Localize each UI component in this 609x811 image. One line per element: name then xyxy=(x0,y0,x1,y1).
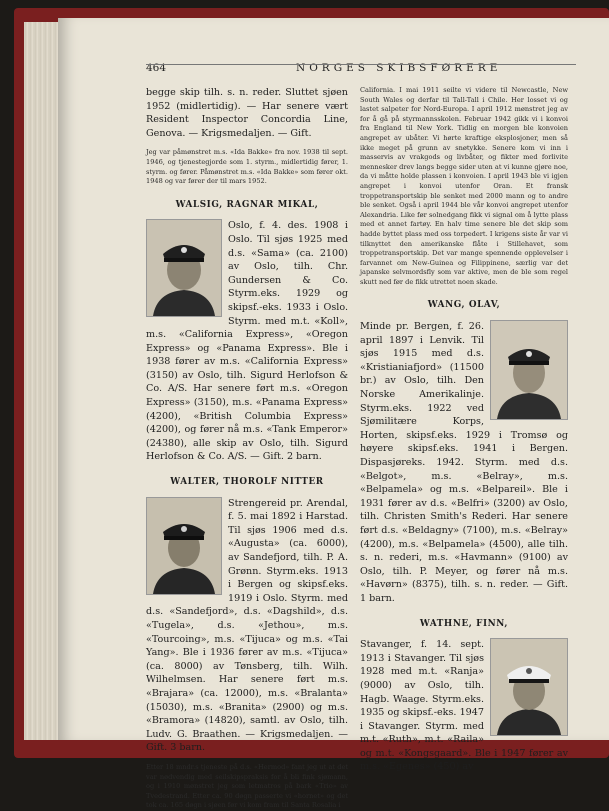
running-title: NORGES SKIBSFØRERE xyxy=(296,62,502,74)
bio-text-wang: Minde pr. Bergen, f. 26. april 1897 i Lenvik. Til sjøs 1915 med d.s. «Kristianiafjord» (11500 br.) av Oslo, tilh. Den Norske Amerikalinje. Styrm.eks. 1922 ved Sjømilitære Korps, Horten, skipsf.eks. 1929 i Tromsø og høyere skipsf.eks. 1941 i Bergen. Dispasjøreks. 1942. Styrm. med d.s. «Belgot», m.s. «Belray», m.s. «Belpamela» og m.s. «Belpareil». Ble i 1931 fører av d.s. «Belfri» (3200) av Oslo, tilh. Christen Smith's Rederi. Har senere ført d.s. «Beldagny» (7100), m.s. «Belray» (4200), m.s. «Belpamela» (4500), alle tilh. s. n. rederi, m.s. «Havmann» (9100) av Oslo, tilh. P. Meyer, og fører nå m.s. «Havørn» (8375), tilh. s. n. reder. — Gift. 1 barn. xyxy=(360,321,568,604)
bio-name-walter: WALTER, THOROLF NITTER xyxy=(170,477,324,488)
portrait-wathne xyxy=(490,638,568,736)
portrait-wang xyxy=(490,320,568,420)
bio-name-wang: WANG, OLAV, xyxy=(427,300,501,311)
right-note: California. I mai 1911 seilte vi videre til Newcastle, New South Wales og derfar til Tall-Tall i Chile. Her losset vi og lastet salpeter for Nord-Europa. I april 1912 mønstret jeg av for å gå på styrmannsskolen. Februar 1942 gikk vi i konvoi fra England til New York. Tidlig en morgen ble konvoien angrepet av ubåter. Vi hørte kraftige eksplosjoner, men så ikke meget på grunn av snøtykke. Senere kom vi inn i masservis av vrakgods og livbåter, og fikter med forlivite mennesker drev langs begge sider uten at vi kunne gjøre noe, da vi måtte holde plassen i konvoien. I april 1943 ble vi igjen angrepet i konvoi utenfor Oran. Et fransk troppetransportskip ble senket med 2000 mann og to andre ble senket. Også i april 1944 ble vår konvoi angrepet utenfor Alexandria. Like før solnedgang fikk vi signal om å lytte plass med et annet fartøy. En halv time senere ble det skip som hadde byttet plass med oss torpedert. I krigens siste år var vi tilknyttet den amerikanske flåte i Stillehavet, som troppetransportskip. Det var mange spennende opplevelser i farvannet om New-Guinea og Filippinene, særlig var det japanske selvmordsfly som var aktive, men de ble som regel skutt ned før de fikk utrettet noen skade. xyxy=(360,86,568,286)
bio-name-walsig: WALSIG, RAGNAR MIKAL, xyxy=(175,199,319,210)
bio-text-walsig: Oslo, f. 4. des. 1908 i Oslo. Til sjøs 1925 med d.s. «Sama» (ca. 2100) av Oslo, tilh. Chr. Gundersen & Co. Styrm.eks. 1929 og skipsf.-eks. 1933 i Oslo. Styrm. med m.t. «Koll», m.s. «California Express», «Oregon Express» og «Panama Express». Ble i 1938 fører av m.s. «California Express» (3150) av Oslo, tilh. Sigurd Herlofson & Co. A/S. Har senere ført m.s. «Oregon Express» (3150), m.s. «Panama Express» (4200), «British Columbia Express» (4200), og fører nå m.s. «Tank Emperor» (24380), alle skip av Oslo, tilh. Sigurd Herlofson & Co. A/S. — Gift. 2 barn. xyxy=(146,220,348,463)
bio-note-walter: Etter 18 mndr.s tjeneste på d.s. «Hermod» fant jeg ut at det var nødvendig med seilskipspraksis for å bli fink sjømann, og i 1910 mønstret jeg som letmatros på bark «Trio» av Tvedestrand. Etter ca. 90 døgn passerte vi «hornet» og det tok ca. 165 døgn i sjøen før vi kom fram til Santa Rosalia i xyxy=(146,762,348,810)
intro-note: Jeg var påmønstret m.s. «Ida Bakke» fra nov. 1938 til sept. 1946, og tjenestegjorde som 1. styrm., midlertidig fører, 1. styrm. og fører. Påmønstret m.s. «Ida Bakke» som fører okt. 1948 og var fører der til mars 1952. xyxy=(146,148,348,186)
right-column xyxy=(360,86,568,774)
portrait-walter xyxy=(146,497,222,595)
left-column xyxy=(146,86,348,811)
bio-text-walter: Strengereid pr. Arendal, f. 5. mai 1892 i Harstad. Til sjøs 1906 med d.s. «Augusta» (ca. 6000), av Sandefjord, tilh. P. A. Grønn. Styrm.eks. 1913 i Bergen og skipsf.eks. 1919 i Oslo. Styrm. med d.s. «Sandefjord», d.s. «Dagshild», d.s. «Tugela», d.s. «Jethou», m.s. «Tourcoing», m.s. «Tijuca» og m.s. «Tai Yang». Ble i 1936 fører av m.s. «Tijuca» (ca. 8000) av Tønsberg, tilh. Wilh. Wilhelmsen. Har senere ført m.s. «Brajara» (ca. 12000), m.s. «Bralanta» (15030), m.s. «Branita» (2900) og m.s. «Bramora» (14820), samtl. av Oslo, tilh. Ludv. G. Braathen. — Krigsmedaljen. — Gift. 3 barn. xyxy=(146,497,348,754)
bio-text-wathne: Stavanger, f. 14. sept. 1913 i Stavanger. Til sjøs 1928 med m.t. «Ranja» (9000) av Oslo, tilh. Hagb. Waage. Styrm.eks. 1935 og skipsf.-eks. 1947 i Stavanger. Styrm. med m.t. «Ruth», m.t. «Raila» og m.t. «Kongsgaard». Ble i 1947 fører av m.s. «Egenes» (450) av xyxy=(360,639,568,773)
intro-text: begge skip tilh. s. n. reder. Sluttet sjøen 1952 (midlertidig). — Har senere vært Resident Inspector Concordia Line, Genova. — Krigsmedaljen. — Gift. xyxy=(146,87,348,139)
page-number: 464 xyxy=(146,62,167,74)
portrait-walsig xyxy=(146,219,222,317)
header-rule xyxy=(146,64,576,65)
bio-name-wathne: WATHNE, FINN, xyxy=(419,618,509,629)
